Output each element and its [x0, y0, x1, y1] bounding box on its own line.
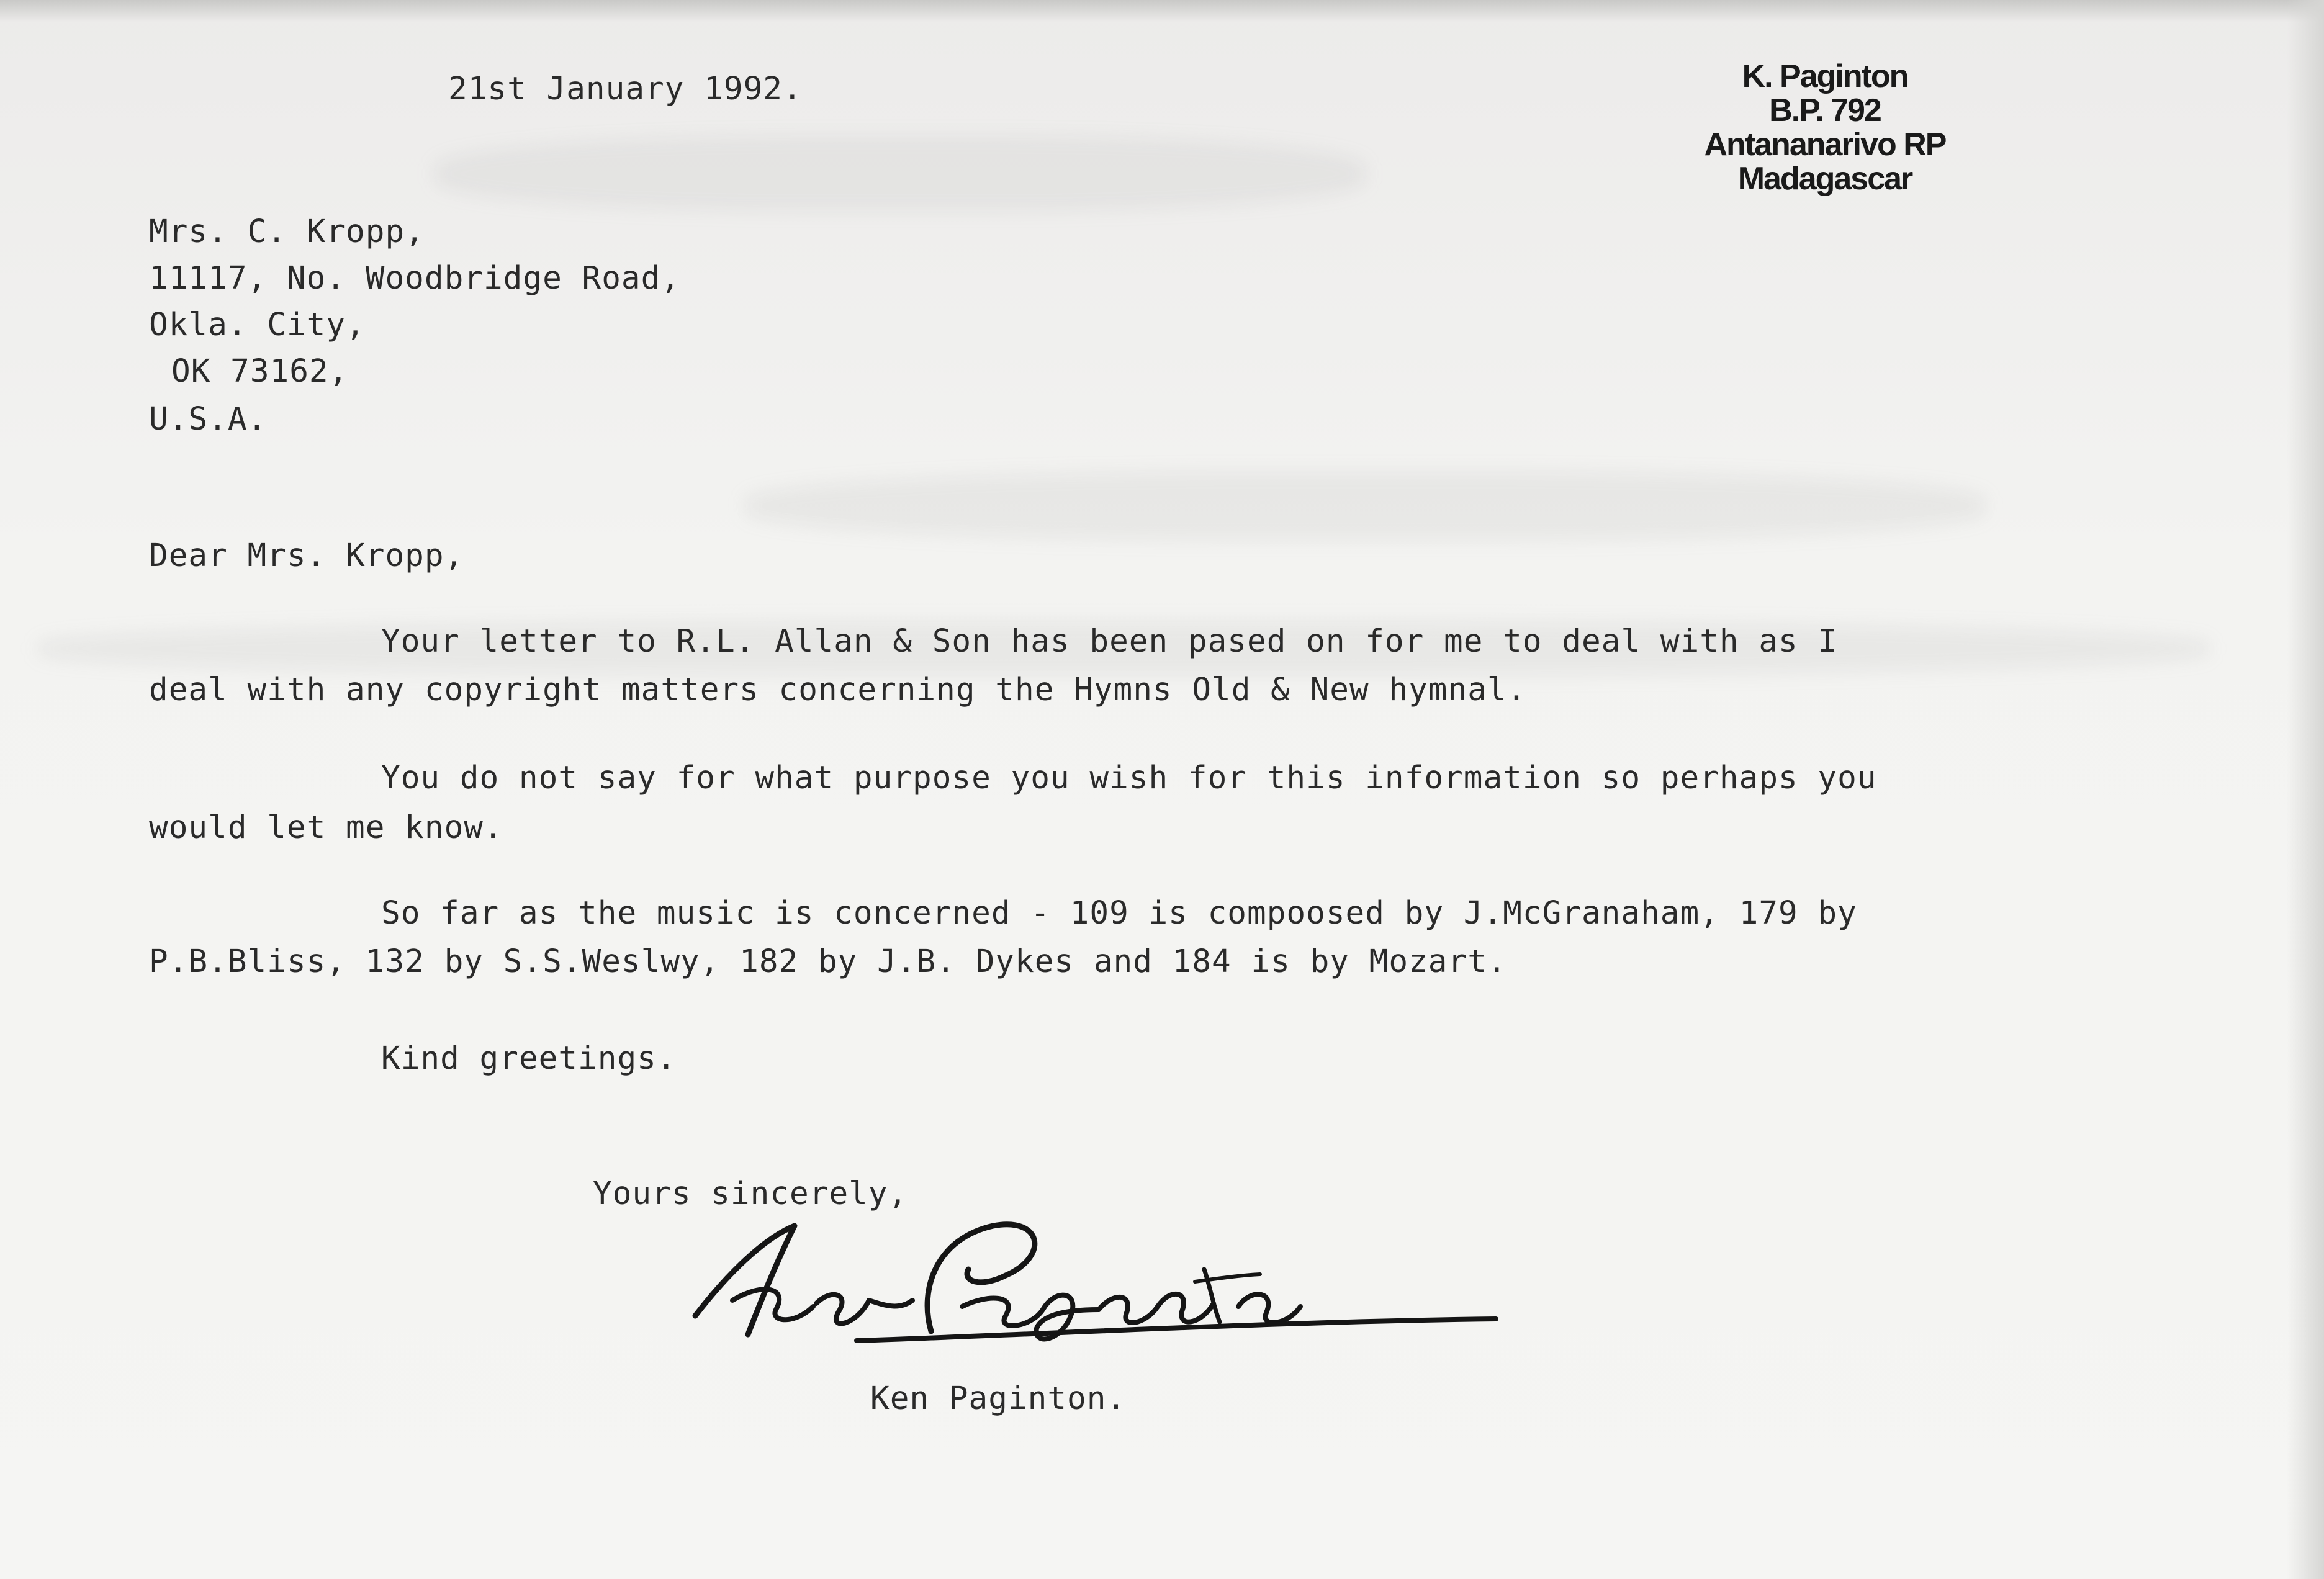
body-line: So far as the music is concerned - 109 is compoosed by J.McGranaham, 179 by	[381, 895, 1857, 932]
signer-name: Ken Paginton.	[870, 1380, 1127, 1417]
recipient-line: Mrs. C. Kropp,	[149, 214, 425, 250]
handwritten-signature	[670, 1201, 1515, 1362]
scan-smudge	[745, 472, 1986, 540]
recipient-line: U.S.A.	[149, 401, 268, 438]
body-line: deal with any copyright matters concerning the Hymns Old & New hymnal.	[149, 672, 1527, 708]
body-line: Kind greetings.	[381, 1040, 677, 1077]
letter-date: 21st January 1992.	[448, 71, 803, 107]
scan-top-edge	[0, 0, 2324, 22]
stamp-line: B.P. 792	[1769, 92, 1881, 128]
salutation: Dear Mrs. Kropp,	[149, 538, 464, 574]
body-line: You do not say for what purpose you wish for this information so perhaps you	[381, 760, 1877, 796]
stamp-line: K. Paginton	[1742, 58, 1908, 94]
sender-address-stamp	[1626, 60, 2024, 196]
body-line: Your letter to R.L. Allan & Son has been pased on for me to deal with as I	[381, 623, 1838, 660]
stamp-line: Madagascar	[1737, 161, 1912, 197]
recipient-line: 11117, No. Woodbridge Road,	[149, 260, 681, 297]
scan-smudge	[435, 137, 1366, 211]
recipient-line: Okla. City,	[149, 307, 366, 343]
body-line: would let me know.	[149, 809, 503, 846]
recipient-line: OK 73162,	[171, 353, 349, 390]
closing: Yours sincerely,	[593, 1176, 908, 1212]
body-line: P.B.Bliss, 132 by S.S.Weslwy, 182 by J.B. Dykes and 184 is by Mozart.	[149, 943, 1507, 980]
stamp-line: Antananarivo RP	[1704, 127, 1946, 163]
scan-right-edge	[2287, 0, 2324, 1579]
